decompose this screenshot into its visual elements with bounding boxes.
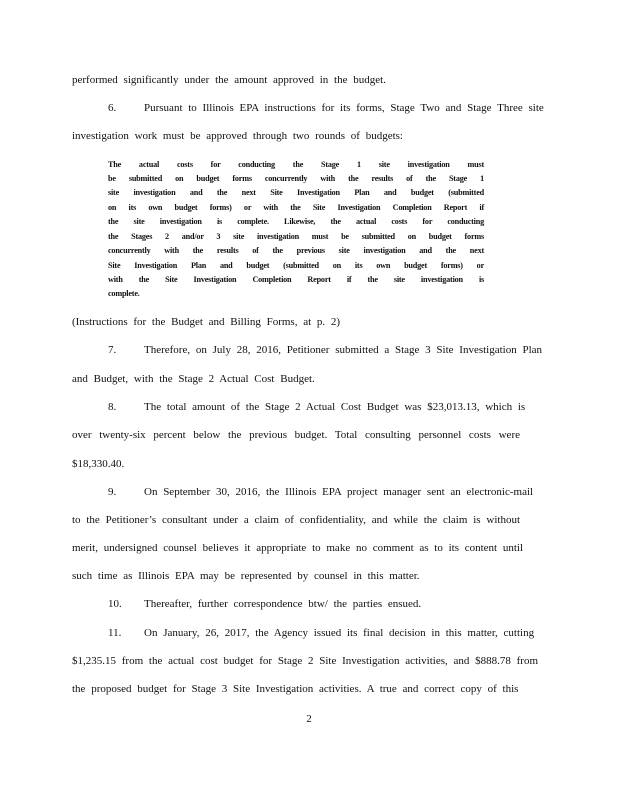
paragraph-number: 8.: [108, 401, 117, 413]
quote-line: on its own budget forms) or with the Site Investigation Completion Report if: [108, 203, 484, 212]
quote-line: the site investigation is complete. Likewise, the actual costs for conducting: [108, 217, 484, 226]
body-text-line: to the Petitioner’s consultant under a claim of confidentiality, and while the claim is without: [72, 514, 520, 526]
body-text-line: and Budget, with the Stage 2 Actual Cost Budget.: [72, 373, 315, 385]
body-text-line: performed significantly under the amount approved in the budget.: [72, 74, 386, 86]
body-text-line: On September 30, 2016, the Illinois EPA project manager sent an electronic-mail: [144, 486, 534, 498]
body-text-line: $18,330.40.: [72, 458, 125, 470]
quote-line: The actual costs for conducting the Stage 1 site investigation must: [108, 160, 484, 169]
quote-line: complete.: [108, 289, 140, 298]
quote-line: site investigation and the next Site Investigation Plan and budget (submitted: [108, 188, 484, 197]
quote-line: Site Investigation Plan and budget (submitted on its own budget forms) or: [108, 261, 484, 270]
quote-line: the Stages 2 and/or 3 site investigation must be submitted on budget forms: [108, 232, 484, 241]
body-text-line: (Instructions for the Budget and Billing Forms, at p. 2): [72, 316, 341, 328]
body-text-line: such time as Illinois EPA may be represented by counsel in this matter.: [72, 570, 420, 582]
body-text-line: $1,235.15 from the actual cost budget for Stage 2 Site Investigation activities, and $888.78 from: [72, 655, 539, 667]
paragraph-number: 9.: [108, 486, 117, 498]
body-text-line: On January, 26, 2017, the Agency issued its final decision in this matter, cutting: [144, 627, 535, 639]
body-text-line: Thereafter, further correspondence btw/ the parties ensued.: [144, 598, 422, 610]
paragraph-number: 7.: [108, 344, 117, 356]
body-text-line: the proposed budget for Stage 3 Site Investigation activities. A true and correct copy of this: [72, 683, 519, 695]
paragraph-number: 6.: [108, 102, 117, 114]
body-text-line: investigation work must be approved through two rounds of budgets:: [72, 130, 403, 142]
body-text-line: Pursuant to Illinois EPA instructions for its forms, Stage Two and Stage Three site: [144, 102, 544, 114]
body-text-line: merit, undersigned counsel believes it appropriate to make no comment as to its content until: [72, 542, 524, 554]
body-text-line: Therefore, on July 28, 2016, Petitioner submitted a Stage 3 Site Investigation Plan: [144, 344, 543, 356]
quote-line: concurrently with the results of the previous site investigation and the next: [108, 246, 484, 255]
body-text-line: over twenty-six percent below the previous budget. Total consulting personnel costs were: [72, 429, 520, 441]
page-number: 2: [306, 713, 312, 725]
paragraph-number: 10.: [108, 598, 122, 610]
quote-line: be submitted on budget forms concurrently with the results of the Stage 1: [108, 174, 484, 183]
quote-line: with the Site Investigation Completion Report if the site investigation is: [108, 275, 484, 284]
body-text-line: The total amount of the Stage 2 Actual Cost Budget was $23,013.13, which is: [144, 401, 526, 413]
paragraph-number: 11.: [108, 627, 122, 639]
